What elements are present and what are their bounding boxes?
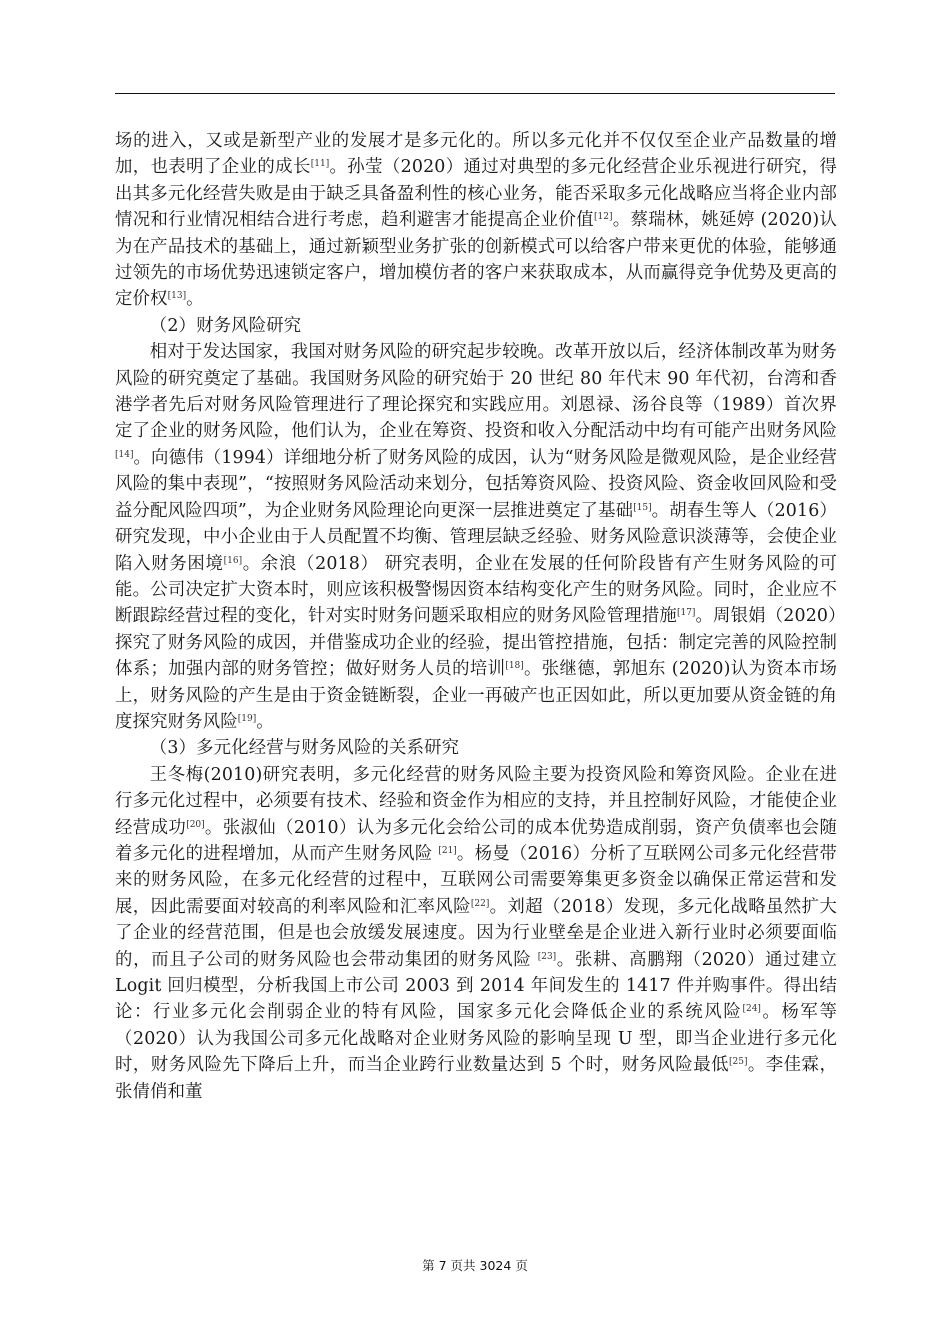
text-run: 。杨曼（2016）分析了互联网公司多元化经营带来的财务风险，在多元化经营的过程中，互联网公司需要筹集更多资金以确保正常运营和发展，因此需要面对较高的利率风险和汇率风险 [115, 843, 837, 917]
text-run: 相对于发达国家，我国对财务风险的研究起步较晚。改革开放以后，经济体制改革为财务风险的研究奠定了基础。我国财务风险的研究始于 20 世纪 80 年代末 90 年代初，台湾和香港学者先后对财务风险管理进行了理论探究和实践应用。刘恩禄、汤谷良等（1989）首次界定了企业的财务风险，他们认为，企业在筹资、投资和收入分配活动中均有可能产出财务风险 [115, 342, 837, 442]
citation-reference: [17] [676, 608, 696, 619]
text-run: 。周银娟（2020）探究了财务风险的成因，并借鉴成功企业的经验，提出管控措施，包括：制定完善的风险控制体系；加强内部的财务管控；做好财务人员的培训 [115, 606, 837, 680]
page-number-footer: 第 7 页共 3024 页 [422, 1258, 528, 1273]
text-run: 。张淑仙（2010）认为多元化会给公司的成本优势造成削弱，资产负债率也会随着多元化的进程增加，从而产生财务风险 [115, 817, 837, 864]
text-run: 。余浪（2018） 研究表明，企业在发展的任何阶段皆有产生财务风险的可能。公司决定扩大资本时，则应该积极警惕因资本结构变化产生的财务风险。同时，企业应不断跟踪经营过程的变化，针对实时财务问题采取相应的财务风险管理措施 [115, 553, 837, 627]
citation-reference: [11] [310, 159, 330, 170]
document-body [115, 128, 837, 1105]
text-run: 王冬梅(2010)研究表明，多元化经营的财务风险主要为投资风险和筹资风险。企业在进行多元化过程中，必须要有技术、经验和资金作为相应的支持，并且控制好风险，才能使企业经营成功 [115, 764, 837, 838]
citation-reference: [12] [594, 212, 613, 223]
citation-reference: [21] [438, 845, 457, 856]
citation-reference: [24] [742, 1004, 761, 1015]
section-heading [115, 735, 837, 761]
text-run: 。杨军等（2020）认为我国公司多元化战略对企业财务风险的影响呈现 U 型，即当企业进行多元化时，财务风险先下降后上升，而当企业跨行业数量达到 5 个时，财务风险最低 [115, 1002, 837, 1076]
body-paragraph [115, 339, 837, 735]
text-run: 。孙莹（2020）通过对典型的多元化经营企业乐视进行研究，得出其多元化经营失败是由于缺乏具备盈利性的核心业务，能否采取多元化战略应当将企业内部情况和行业情况相结合进行考虑，趋利避害才能提高企业价值 [115, 157, 838, 231]
section-heading [115, 313, 837, 339]
text-run: 。蔡瑞林，姚延婷 (2020)认为在产品技术的基础上，通过新颖型业务扩张的创新模式可以给客户带来更优的体验，能够通过领先的市场优势迅速锁定客户，增加模仿者的客户来获取成本，从而赢得竞争优势及更高的定价权 [115, 210, 837, 310]
text-run: 。 [256, 711, 274, 732]
citation-reference: [19] [237, 713, 257, 724]
citation-reference: [20] [186, 819, 205, 830]
citation-reference: [14] [115, 449, 134, 460]
body-paragraph [115, 128, 837, 313]
text-run: 。刘超（2018）发现，多元化战略虽然扩大了企业的经营范围，但是也会放缓发展速度。因为行业壁垒是企业进入新行业时必须要面临的，而且子公司的财务风险也会带动集团的财务风险 [115, 896, 837, 970]
text-run: 。张耕、高鹏翔（2020）通过建立Logit 回归模型，分析我国上市公司 2003 到 2014 年间发生的 1417 件并购事件。得出结论：行业多元化会削弱企业的特有风险，国家多元化会降低企业的系统风险 [115, 949, 837, 1023]
text-run: 。李佳霖，张倩俏和董 [115, 1055, 837, 1102]
citation-reference: [18] [505, 661, 524, 672]
citation-reference: [15] [633, 502, 652, 513]
citation-reference: [23] [537, 951, 557, 962]
text-run: （2）财务风险研究 [149, 315, 302, 336]
text-run: 。张继德，郭旭东 (2020)认为资本市场上，财务风险的产生是由于资金链断裂，企业一再破产也正因如此，所以更加要从资金链的角度探究财务风险 [115, 659, 837, 732]
citation-reference: [25] [729, 1057, 748, 1068]
text-run: （3）多元化经营与财务风险的关系研究 [149, 738, 460, 759]
header-rule [115, 93, 835, 94]
text-run: 。向德伟（1994）详细地分析了财务风险的成因，认为“财务风险是微观风险，是企业经营风险的集中表现”，“按照财务风险活动来划分，包括筹资风险、投资风险、资金收回风险和受益分配风险四项”，为企业财务风险理论向更深一层推进奠定了基础 [115, 447, 837, 521]
citation-reference: [22] [470, 898, 490, 909]
citation-reference: [13] [167, 291, 187, 302]
text-run: 。胡春生等人（2016）研究发现，中小企业由于人员配置不均衡、管理层缺乏经验、财务风险意识淡薄等，会使企业陷入财务困境 [115, 500, 837, 574]
body-paragraph [115, 762, 837, 1105]
citation-reference: [16] [223, 555, 243, 566]
text-run: 。 [186, 289, 204, 310]
text-run: 场的进入，又或是新型产业的发展才是多元化的。所以多元化并不仅仅至企业产品数量的增加，也表明了企业的成长 [115, 131, 837, 178]
